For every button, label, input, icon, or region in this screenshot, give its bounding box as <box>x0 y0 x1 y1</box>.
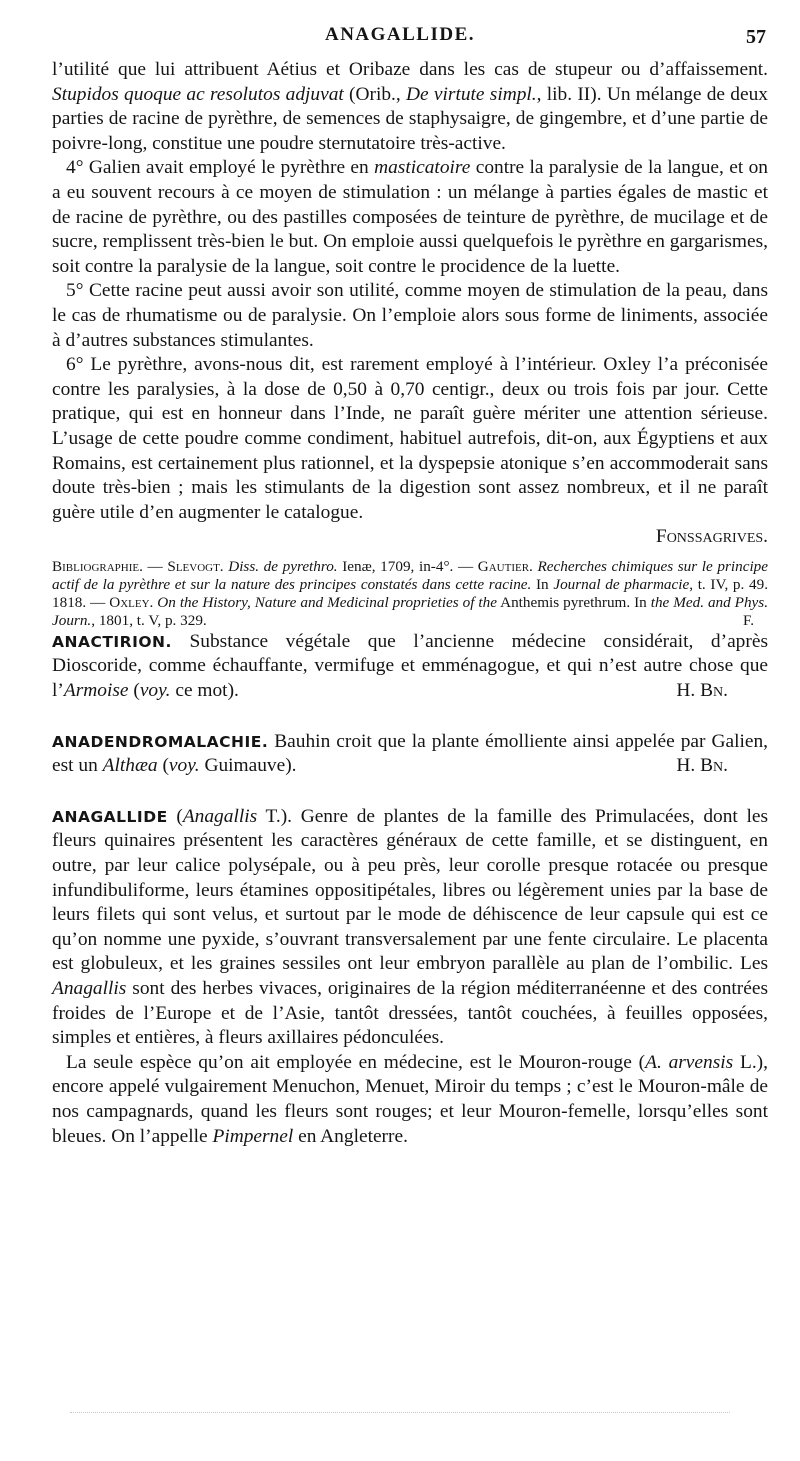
paragraph-interieur: 6° Le pyrèthre, avons-nous dit, est rarement employé à l’intérieur. Oxley l’a préconisée contre les paralysies, à la dose de 0,50 à 0,70 centigr., deux ou trois fois par jour. Cette pratique, qui est en honneur dans l’Inde, ne paraît guère mériter une attention sérieuse. L’usage de cette poudre comme condiment, habituel autrefois, dit-on, aux Égyptiens et aux Romains, est certainement plus rationnel, et la dyspepsie atonique s’en accommoderait sans doute très-bien ; mais les stimulants de la digestion sont assez nombreux, et il ne paraît guère utile d’en augmenter le catalogue. <box>52 354 768 523</box>
paragraph-continuation: l’utilité que lui attribuent Aétius et Oribaze dans les cas de stupeur ou d’affaissement. Stupidos quoque ac resolutos adjuvat (Orib., De virtute simpl., lib. II). Un mélange de deux parties de racine de pyrèthre, de semences de staphysaigre, de gingembre, et d’une partie de poivre-long, constitue une poudre sternutatoire très-active. <box>52 59 768 154</box>
paragraph-masticatoire: 4° Galien avait employé le pyrèthre en masticatoire contre la paralysie de la langue, et on a eu souvent recours à ce moyen de stimulation : un mélange à parties égales de mastic et de racine de pyrèthre, ou des pastilles composées de teinture de pyrèthre, de mucilage et de sucre, remplissent très-bien le but. On emploie aussi quelquefois le pyrèthre en gargarismes, soit contre la paralysie de la langue, soit contre le procidence de la luette. <box>52 157 768 277</box>
signature-fonssagrives: Fonssagrives. <box>655 526 768 548</box>
page-body <box>52 58 768 1149</box>
bleed-through-noise <box>70 1412 730 1417</box>
bibliography-signature: F. <box>742 611 754 629</box>
entry-anactirion: ANACTIRION. Substance végétale que l’ancienne médecine considérait, d’après Dioscoride, comme échauffante, vermifuge et emménagogue, et qui n’est autre chose que l’Armoise (voy. ce mot). H. Bn. <box>52 630 768 704</box>
headword: ANACTIRION. <box>52 632 172 651</box>
entry-anadendromalachie: ANADENDROMALACHIE. Bauhin croit que la plante émolliente ainsi appelée par Galien, est un Althæa (voy. Guimauve). H. Bn. <box>52 730 768 779</box>
headword: ANADENDROMALACHIE. <box>52 732 269 751</box>
entry-anagallide: ANAGALLIDE (Anagallis T.). Genre de plantes de la famille des Primulacées, dont les fleurs quinaires présentent les caractères généraux de cette famille, et se distinguent, en outre, par leur calice polysépale, ou à peu près, leur corolle presque rotacée ou presque infundibuliforme, leurs étamines oppositipétales, libres ou légèrement unies par la base de leurs filets qui sont velus, et surtout par le mode de déhiscence de leur capsule qui est ce qu’on nomme une pyxide, s’ouvrant transversalement par une fente circulaire. Le placenta est globuleux, et les graines sessiles ont leur embryon parallèle au plan de l’ombilic. Les Anagallis sont des herbes vivaces, originaires de la région méditerranéenne et des contrées froides de l’Europe et de l’Asie, tantôt dressées, tantôt couchées, à feuilles opposées, simples et entières, à fleurs axillaires pédonculées. <box>52 805 769 1049</box>
paragraph-peau: 5° Cette racine peut aussi avoir son utilité, comme moyen de stimulation de la peau, dans le cas de rhumatisme ou de paralysie. On l’emploie alors sous forme de liniments, associée à d’autres substances stimulantes. <box>52 280 768 351</box>
paragraph-mouron: La seule espèce qu’on ait employée en médecine, est le Mouron-rouge (A. arvensis L.), encore appelé vulgairement Menuchon, Menuet, Miroir du temps ; c’est le Mouron-mâle de nos campagnards, quand les fleurs sont rouges; et leur Mouron-femelle, lorsqu’elles sont bleues. On l’appelle Pimpernel en Angleterre. <box>52 1051 768 1147</box>
running-title: ANAGALLIDE. <box>324 24 476 45</box>
entry-author: H. Bn. <box>676 680 728 702</box>
bibliography: Bibliographie. — Slevogt. Diss. de pyrethro. Ienæ, 1709, in-4°. — Gautier. Recherches chimiques sur le principe actif de la pyrèthre et sur la nature des principes constatés dans cette racine. In Journal de pharmacie, t. IV, p. 49. 1818. — Oxley. On the History, Nature and Medicinal proprieties of the Anthemis pyrethrum. In the Med. and Phys. Journ., 1801, t. V, p. 329. F. <box>52 557 769 629</box>
page-number: 57 <box>746 26 766 48</box>
headword: ANAGALLIDE <box>52 807 168 826</box>
entry-author: H. Bn. <box>676 755 728 777</box>
